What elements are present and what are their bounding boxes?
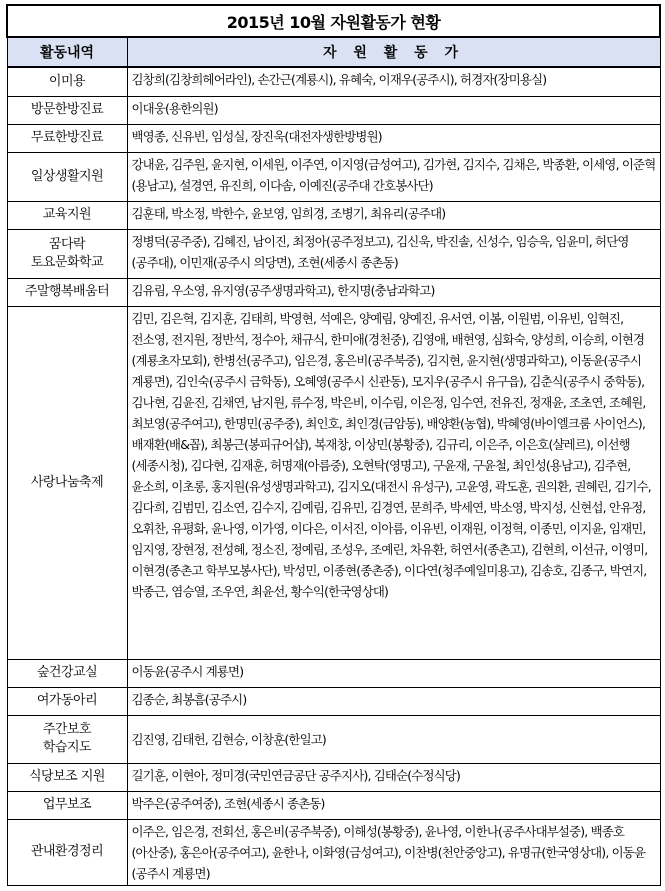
volunteer-list: 김종순, 최봉흠(공주시) (127, 687, 660, 715)
volunteer-list: 이주은, 임은경, 전회선, 홍은비(공주북중), 이해성(봉황중), 윤나영, 이한나(공주사대부설중), 백종호(아산중), 홍은아(공주여고), 윤한나, 이화영(금성여고), 이찬병(천안중앙고), 유명규(한국영상대), 이동윤(공주시 계룡면) (127, 819, 660, 885)
table-row (7, 152, 660, 201)
table-row (7, 306, 660, 659)
page-title: 2015년 10월 자원활동가 현황 (7, 5, 660, 37)
activity-category: 무료한방진료 (7, 124, 127, 152)
activity-category: 업무보조 (7, 791, 127, 819)
table-row (7, 229, 660, 278)
activity-category: 여가동아리 (7, 687, 127, 715)
table-row (7, 124, 660, 152)
table-row (7, 96, 660, 124)
volunteer-list: 이대웅(용한의원) (127, 96, 660, 124)
volunteer-list: 김유림, 우소영, 유지영(공주생명과학고), 한지명(충남과학고) (127, 278, 660, 306)
volunteer-list: 강내윤, 김주원, 윤지현, 이세원, 이주연, 이지영(금성여고), 김가현, 김지수, 김채은, 박종환, 이세영, 이준혁(용남고), 설경연, 유진희, 이다솜, 이예진(공주대 간호봉사단) (127, 152, 660, 201)
table-row (7, 791, 660, 819)
title-row (7, 5, 660, 37)
table-row (7, 67, 660, 96)
table-row (7, 687, 660, 715)
header-volunteers: 자 원 활 동 가 (127, 37, 660, 67)
volunteer-list: 김창희(김창희헤어라인), 손간근(계룡시), 유혜숙, 이재우(공주시), 허경자(장미용실) (127, 67, 660, 96)
activity-category: 식당보조 지원 (7, 763, 127, 791)
activity-category: 교육지원 (7, 201, 127, 229)
table-row (7, 278, 660, 306)
volunteer-list: 길기훈, 이현아, 정미경(국민연금공단 공주지사), 김태순(수정식당) (127, 763, 660, 791)
activity-category: 방문한방진료 (7, 96, 127, 124)
volunteer-list: 정병덕(공주중), 김혜진, 남이진, 최정아(공주정보고), 김신욱, 박진솔, 신성수, 임승욱, 임윤미, 허단영(공주대), 이민재(공주시 의당면), 조현(세종시 종촌동) (127, 229, 660, 278)
header-row (7, 37, 660, 67)
volunteer-list: 이동윤(공주시 계룡면) (127, 659, 660, 687)
table-row (7, 819, 660, 885)
activity-category: 주간보호 학습지도 (7, 715, 127, 763)
table-row (7, 715, 660, 763)
activity-category: 숲건강교실 (7, 659, 127, 687)
activity-category: 일상생활지원 (7, 152, 127, 201)
volunteer-list: 김진영, 김태헌, 김현승, 이창훈(한일고) (127, 715, 660, 763)
activity-category: 이미용 (7, 67, 127, 96)
activity-category: 주말행복배움터 (7, 278, 127, 306)
activity-category: 꿈다락 토요문화학교 (7, 229, 127, 278)
header-activity: 활동내역 (7, 37, 127, 67)
volunteer-list: 백영종, 신유빈, 임성실, 장진욱(대전자생한방병원) (127, 124, 660, 152)
table-row (7, 659, 660, 687)
activity-category: 관내환경정리 (7, 819, 127, 885)
table-row (7, 201, 660, 229)
volunteer-list: 김민, 김은혁, 김지훈, 김태희, 박영현, 석예은, 양예림, 양예진, 유서연, 이봄, 이원범, 이유빈, 임혁진, 전소영, 전지원, 정반석, 정수아, 채규식, 한미애(경천중), 김영애, 배현영, 심화숙, 양성희, 이승희, 이현경(계룡초자모회), 한병선(공주고), 임은경, 홍은비(공주북중), 김지현, 윤지현(생명과학고), 이동윤(공주시 계룡면), 김인숙(공주시 금학동), 오혜영(공주시 신관동), 모지우(공주시 유구읍), 김춘식(공주시 중학동), 김나현, 김윤진, 김채연, 남지원, 류수정, 박은비, 이수림, 이은정, 임수연, 전유진, 정재윤, 조초연, 조혜원, 최보영(공주여고), 한명민(공주중), 최인호, 최인경(금암동), 배양환(농협), 박혜영(바이엘크룸 사이언스), 배재환(배&꼽), 최봉근(봉피규어샵), 복재창, 이상민(봉황중), 김규리, 이은주, 이은호(샬레르), 이선행(세종시청), 김다현, 김재훈, 허명재(아름중), 오현탁(영명고), 구윤재, 구윤철, 최인성(용남고), 김주현, 윤소희, 이초롱, 홍지원(유성생명과학고), 김지오(대전시 유성구), 고윤영, 곽도훈, 권의환, 권혜린, 김기수, 김다희, 김범민, 김소연, 김수지, 김예림, 김유민, 김경연, 문희주, 박세연, 박소영, 박지성, 신현섭, 안유정, 오휘찬, 유평화, 윤나영, 이가영, 이다은, 이서진, 이아름, 이유빈, 이재원, 이정혁, 이종민, 이지윤, 임재민, 임지영, 장현정, 전성혜, 정소진, 정예림, 조성우, 조예린, 차유환, 허연서(종촌고), 김현희, 이선규, 이영미, 이현경(종촌고 학부모봉사단), 박성민, 이종현(종촌중), 이다연(청주예일미용고), 김송호, 김종구, 박연지, 박종근, 염승열, 조우연, 최윤선, 황수익(한국영상대) (127, 306, 660, 659)
volunteer-list: 박주은(공주여중), 조현(세종시 종촌동) (127, 791, 660, 819)
report (6, 4, 659, 886)
volunteer-list: 김훈태, 박소정, 박한수, 윤보영, 임희경, 조병기, 최유리(공주대) (127, 201, 660, 229)
volunteer-table (6, 4, 661, 886)
activity-category: 사랑나눔축제 (7, 306, 127, 659)
table-row (7, 763, 660, 791)
